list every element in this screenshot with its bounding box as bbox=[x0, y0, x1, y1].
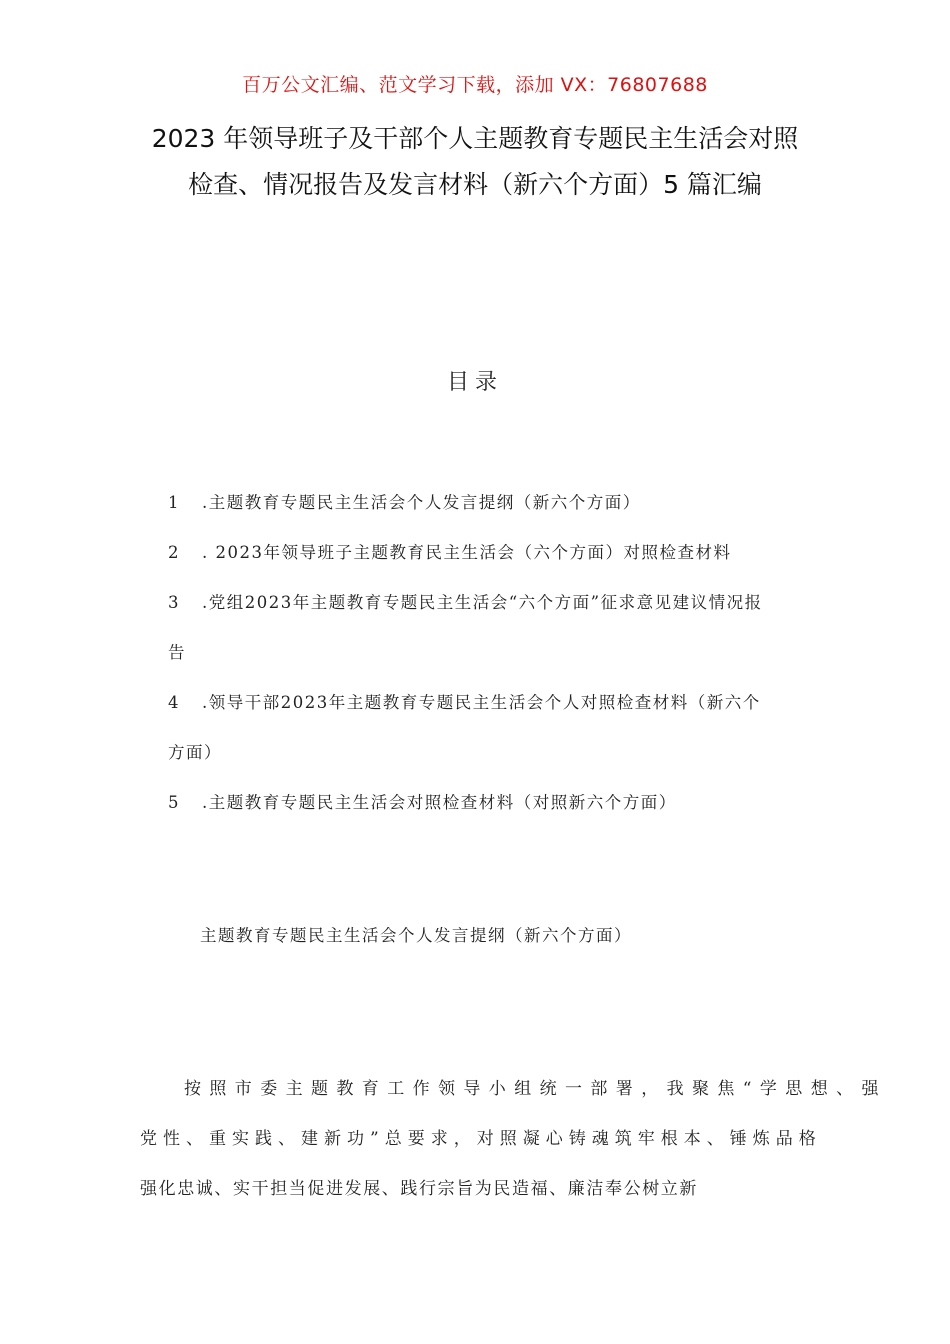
toc-item bbox=[168, 478, 768, 528]
toc-item bbox=[168, 528, 768, 578]
table-of-contents bbox=[168, 478, 768, 828]
paragraph-line: 党性、重实践、建新功”总要求，对照凝心铸魂筑牢根本、锤炼品格 bbox=[140, 1129, 822, 1149]
toc-item-number: 3 bbox=[168, 593, 180, 612]
document-title: 2023 年领导班子及干部个人主题教育专题民主生活会对照检查、情况报告及发言材料（新六个方面）5 篇汇编 bbox=[151, 124, 799, 199]
toc-item bbox=[168, 578, 768, 678]
toc-heading: 目录 bbox=[446, 370, 503, 395]
toc-item-number: 2 bbox=[168, 543, 180, 562]
toc-item-text: . 2023年领导班子主题教育民主生活会（六个方面）对照检查材料 bbox=[202, 543, 732, 562]
watermark-banner: 百万公文汇编、范文学习下载，添加 VX：76807688 bbox=[242, 74, 708, 96]
section-title: 主题教育专题民主生活会个人发言提纲（新六个方面） bbox=[200, 926, 632, 945]
toc-item-text: .领导干部2023年主题教育专题民主生活会个人对照检查材料（新六个方面） bbox=[168, 693, 761, 762]
toc-item bbox=[168, 778, 768, 828]
paragraph-line: 强化忠诚、实干担当促进发展、践行宗旨为民造福、廉洁奉公树立新 bbox=[140, 1179, 698, 1199]
toc-item-text: .主题教育专题民主生活会个人发言提纲（新六个方面） bbox=[202, 493, 641, 512]
toc-item-number: 1 bbox=[168, 493, 180, 512]
toc-item bbox=[168, 678, 768, 778]
toc-item-number: 4 bbox=[168, 693, 180, 712]
body-paragraph bbox=[140, 1064, 887, 1214]
toc-item-number: 5 bbox=[168, 793, 180, 812]
toc-item-text: .主题教育专题民主生活会对照检查材料（对照新六个方面） bbox=[202, 793, 677, 812]
paragraph-line: 按照市委主题教育工作领导小组统一部署，我聚焦“学思想、强 bbox=[184, 1079, 887, 1099]
toc-item-text: .党组2023年主题教育专题民主生活会“六个方面”征求意见建议情况报告 bbox=[168, 593, 763, 662]
